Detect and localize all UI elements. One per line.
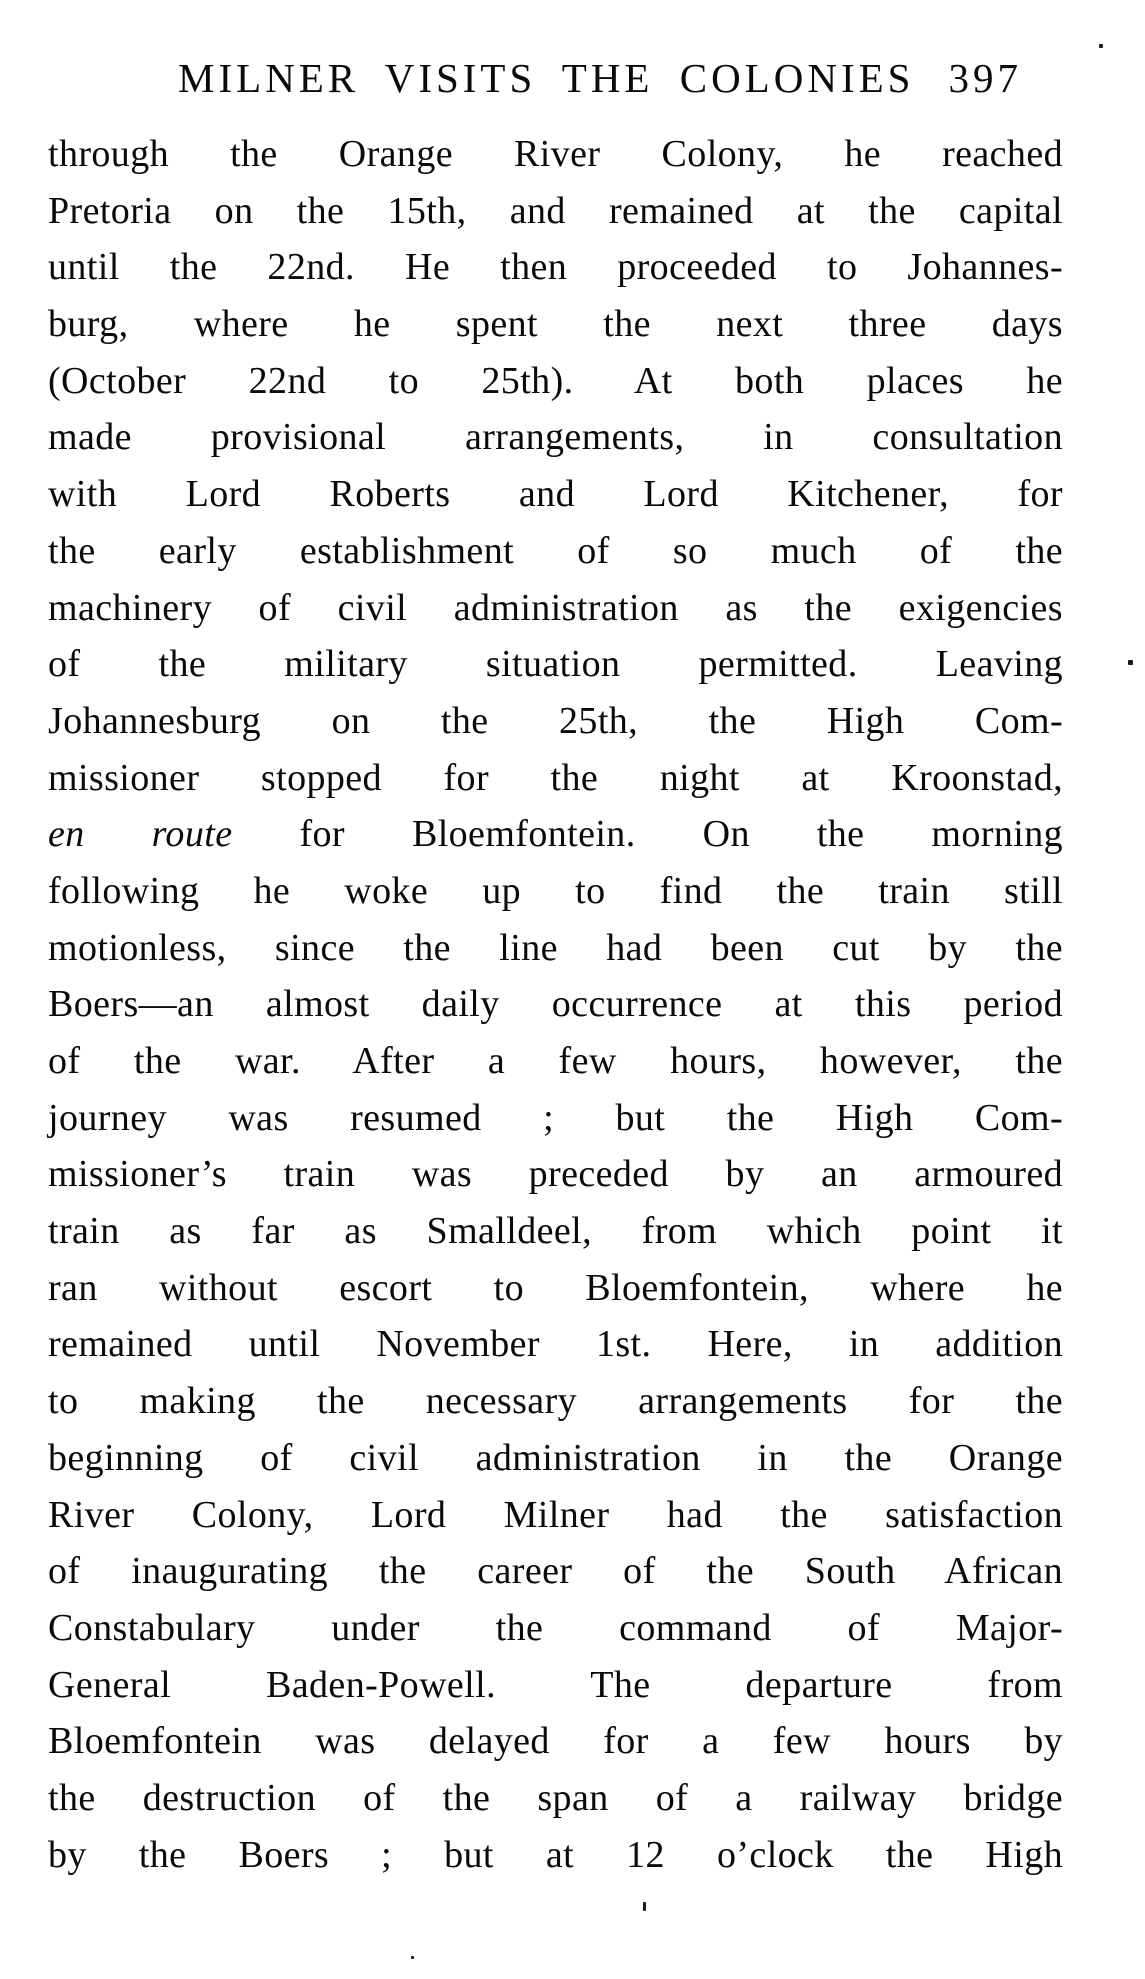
text-segment: beginning of civil administration in the Orange [48,1436,1063,1479]
text-segment: River Colony, Lord Milner had the satisfaction [48,1493,1063,1536]
scan-speck [643,1902,646,1911]
text-segment: made provisional arrangements, in consultation [48,416,1063,459]
text-line [48,1657,1063,1714]
text-segment: motionless, since the line had been cut by the [48,926,1063,969]
text-line [48,1430,1063,1487]
text-segment: remained until November 1st. Here, in addition [48,1323,1063,1366]
text-line [48,1600,1063,1657]
page-number: 397 [948,55,1022,101]
text-line [48,1373,1063,1430]
text-line [48,1090,1063,1147]
text-segment: journey was resumed ; but the High Com- [48,1096,1063,1139]
text-line [48,750,1063,807]
text-line [48,693,1063,750]
page-body [48,126,1063,1883]
text-segment: General Baden-Powell. The departure from [48,1663,1063,1706]
text-segment: Johannesburg on the 25th, the High Com- [48,699,1063,742]
text-line [48,1827,1063,1884]
text-segment: missioner stopped for the night at Kroonstad, [48,756,1063,799]
text-line [48,1713,1063,1770]
text-line [48,296,1063,353]
text-line [48,1260,1063,1317]
text-segment: of inaugurating the career of the South African [48,1550,1063,1593]
text-line [48,1146,1063,1203]
text-line [48,353,1063,410]
text-segment: with Lord Roberts and Lord Kitchener, for [48,473,1063,516]
text-segment: by the Boers ; but at 12 o’clock the High [48,1833,1063,1876]
text-line [48,806,1063,863]
text-segment: Bloemfontein was delayed for a few hours by [48,1720,1063,1763]
text-segment: Boers—an almost daily occurrence at this period [48,983,1063,1026]
text-line [48,636,1063,693]
header-title: MILNER VISITS THE COLONIES [178,55,915,101]
text-segment: burg, where he spent the next three days [48,303,1063,346]
italic-text: en route [48,813,233,856]
text-segment: through the Orange River Colony, he reached [48,133,1063,175]
text-segment: until the 22nd. He then proceeded to Johannes- [48,246,1063,289]
text-segment: of the war. After a few hours, however, the [48,1040,1063,1082]
text-segment: to making the necessary arrangements for the [48,1380,1063,1423]
running-header [110,52,1090,104]
text-segment: the early establishment of so much of the [48,529,1063,572]
text-line [48,920,1063,977]
text-line [48,1487,1063,1544]
text-segment: train as far as Smalldeel, from which point it [48,1210,1063,1253]
text-line [48,409,1063,466]
text-segment: ran without escort to Bloemfontein, where he [48,1266,1063,1309]
scan-speck [1099,44,1103,48]
text-segment: Constabulary under the command of Major- [48,1606,1063,1649]
text-segment: of the military situation permitted. Leaving [48,643,1063,686]
text-line [48,466,1063,523]
text-segment: for Bloemfontein. On the morning [232,813,1064,856]
text-line [48,1203,1063,1260]
text-line [48,1543,1063,1600]
text-segment: Pretoria on the 15th, and remained at the capital [48,189,1063,232]
scan-speck [411,1956,414,1959]
scan-speck [1128,660,1133,665]
text-line [48,1033,1063,1090]
text-line [48,863,1063,920]
text-segment: the destruction of the span of a railway bridge [48,1776,1063,1819]
text-segment: machinery of civil administration as the exigencies [48,586,1063,629]
text-line [48,183,1063,240]
text-line [48,239,1063,296]
text-line [48,523,1063,580]
text-line [48,126,1063,183]
text-segment: following he woke up to find the train still [48,869,1063,912]
text-line [48,1770,1063,1827]
text-segment: (October 22nd to 25th). At both places he [48,359,1063,402]
text-line [48,976,1063,1033]
text-segment: missioner’s train was preceded by an armoured [48,1153,1063,1196]
text-line [48,1316,1063,1373]
text-line [48,580,1063,637]
